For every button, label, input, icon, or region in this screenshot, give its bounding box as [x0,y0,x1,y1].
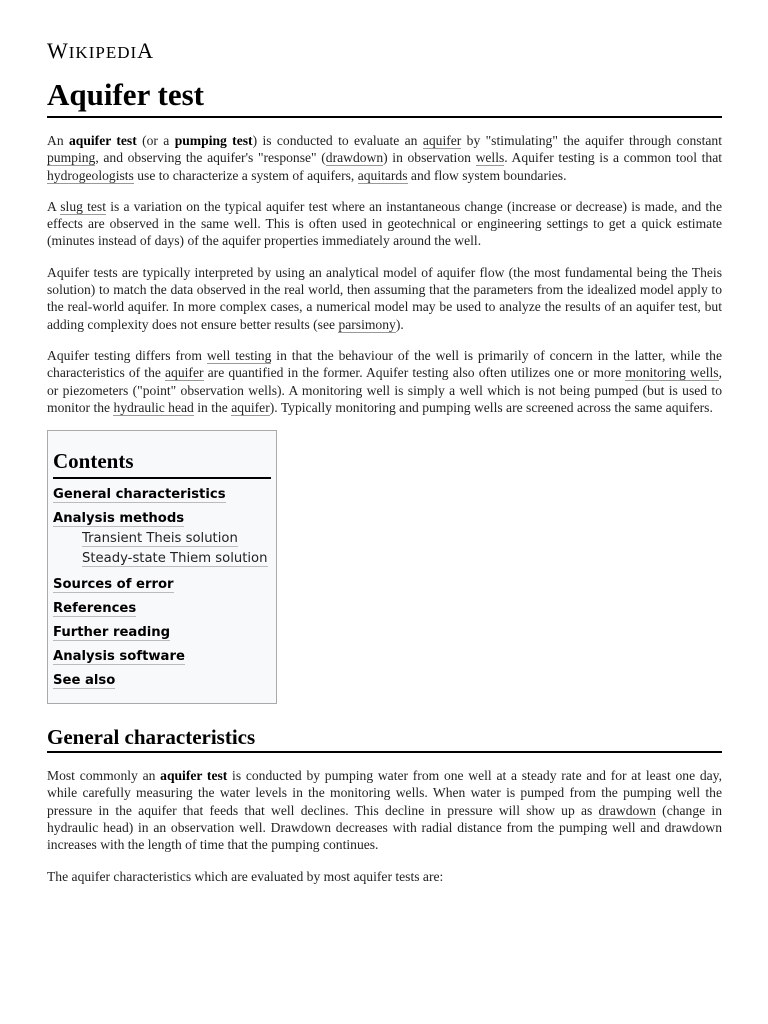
toc-item-label: See also [53,673,116,689]
toc-item-label: Analysis software [53,649,185,665]
link-drawdown[interactable]: drawdown [325,150,384,166]
link-aquifer[interactable]: aquifer [165,365,204,381]
toc-item-label: Sources of error [53,577,174,593]
text: is a variation on the typical aquifer test where an instantaneous change (increase or decrease) is made, and the effects are observed in the same well. This is often used in geotechnical or engineering settings to get a quick estimate (minutes instead of days) of the aquifer properties immediately around the well. [47,198,722,249]
text: in that the behaviour of the well is primarily of concern in the latter, while the characteristics of the [47,347,722,381]
link-aquifer[interactable]: aquifer [231,399,270,415]
intro-paragraph-1 [47,132,722,184]
intro-paragraph-2 [47,198,722,250]
toc-item-references[interactable] [53,599,271,619]
toc-item-label: References [53,601,137,617]
text: Most commonly an [47,768,161,784]
text: A [47,198,61,214]
link-slug-test[interactable]: slug test [60,198,106,214]
toc-item-general-characteristics[interactable] [53,485,271,505]
text: , or piezometers ("point" observation wells). A monitoring well is simply a well which is not being pumped (but is used to monitor the [47,365,722,415]
text: ) is conducted to evaluate an [252,133,423,148]
table-of-contents [47,430,277,704]
toc-subitem-transient-theis[interactable] [53,529,271,549]
toc-item-analysis-software[interactable] [53,647,271,667]
logo-letter-a: A [137,38,155,63]
intro-paragraph-4 [47,347,722,416]
link-hydrogeologists[interactable]: hydrogeologists [47,167,134,183]
text: (or a [136,133,175,148]
toc-subitem-label: Transient Theis solution [82,531,238,547]
text: Aquifer tests are typically interpreted by using an analytical model of aquifer flow (the most fundamental being the Theis solution) to match the data observed in the real world, then assuming that the parameters from the idealized model apply to the real-world aquifer. In more complex cases, a numerical model may be used to analyze the results of an aquifer test, but adding complexity does not ensure better results (see [47,264,722,332]
toc-item-further-reading[interactable] [53,623,271,643]
link-pumping[interactable]: pumping [47,150,96,166]
link-aquifer[interactable]: aquifer [422,133,462,148]
text: use to characterize a system of aquifers, [133,167,358,183]
page-title: Aquifer test [47,76,722,118]
text: are quantified in the former. Aquifer testing also often utilizes one or more [203,365,626,381]
article-body [47,132,722,899]
text: (change in hydraulic head) in an observation well. Drawdown decreases with radial distance from the pumping well and drawdown increases with the length of time that the pumping continues. [47,802,722,853]
link-monitoring-wells[interactable]: monitoring wells [625,365,719,381]
text: ) in observation [383,150,476,166]
logo-letter-w: W [47,38,69,63]
link-parsimony[interactable]: parsimony [338,316,396,332]
text: , and observing the aquifer's "response" ( [95,150,326,166]
link-hydraulic-head[interactable]: hydraulic head [113,399,194,415]
toc-item-label: Further reading [53,625,171,641]
text: by "stimulating" the aquifer through constant [461,133,722,148]
section-paragraph-1 [47,767,722,853]
link-aquitards[interactable]: aquitards [357,167,408,183]
logo-letters: IKIPEDI [68,43,138,62]
text: ). [395,316,404,332]
wikipedia-logo[interactable] [47,38,154,64]
section-heading-general-characteristics: General characteristics [47,724,722,753]
toc-title: Contents [53,449,271,479]
section-paragraph-2: The aquifer characteristics which are evaluated by most aquifer tests are: [47,868,444,884]
bold-term: pumping test [174,133,253,148]
toc-item-see-also[interactable] [53,671,271,691]
link-well-testing[interactable]: well testing [206,347,272,363]
text: and flow system boundaries. [407,167,567,183]
text: Aquifer testing differs from [47,347,207,363]
toc-subitem-steady-state-thiem[interactable] [53,549,271,569]
text: in the [193,399,232,415]
toc-item-sources-of-error[interactable] [53,575,271,595]
toc-item-label: Analysis methods [53,511,185,527]
intro-paragraph-3 [47,264,722,333]
text: . Aquifer testing is a common tool that [504,150,723,166]
toc-item-label: General characteristics [53,487,226,503]
link-wells[interactable]: wells [475,150,505,166]
link-drawdown[interactable]: drawdown [598,802,656,818]
text: ). Typically monitoring and pumping wells are screened across the same aquifers. [269,399,713,415]
toc-item-analysis-methods[interactable] [53,509,271,529]
text: An [47,133,69,148]
bold-term: aquifer test [160,768,228,784]
bold-term: aquifer test [68,133,137,148]
text: is conducted by pumping water from one well at a steady rate and for at least one day, while carefully measuring the water levels in the monitoring wells. When water is pumped from the pumping well the pressure in the aquifer that feeds that well declines. This decline in pressure will show up as [47,768,722,818]
toc-subitem-label: Steady-state Thiem solution [82,551,268,567]
